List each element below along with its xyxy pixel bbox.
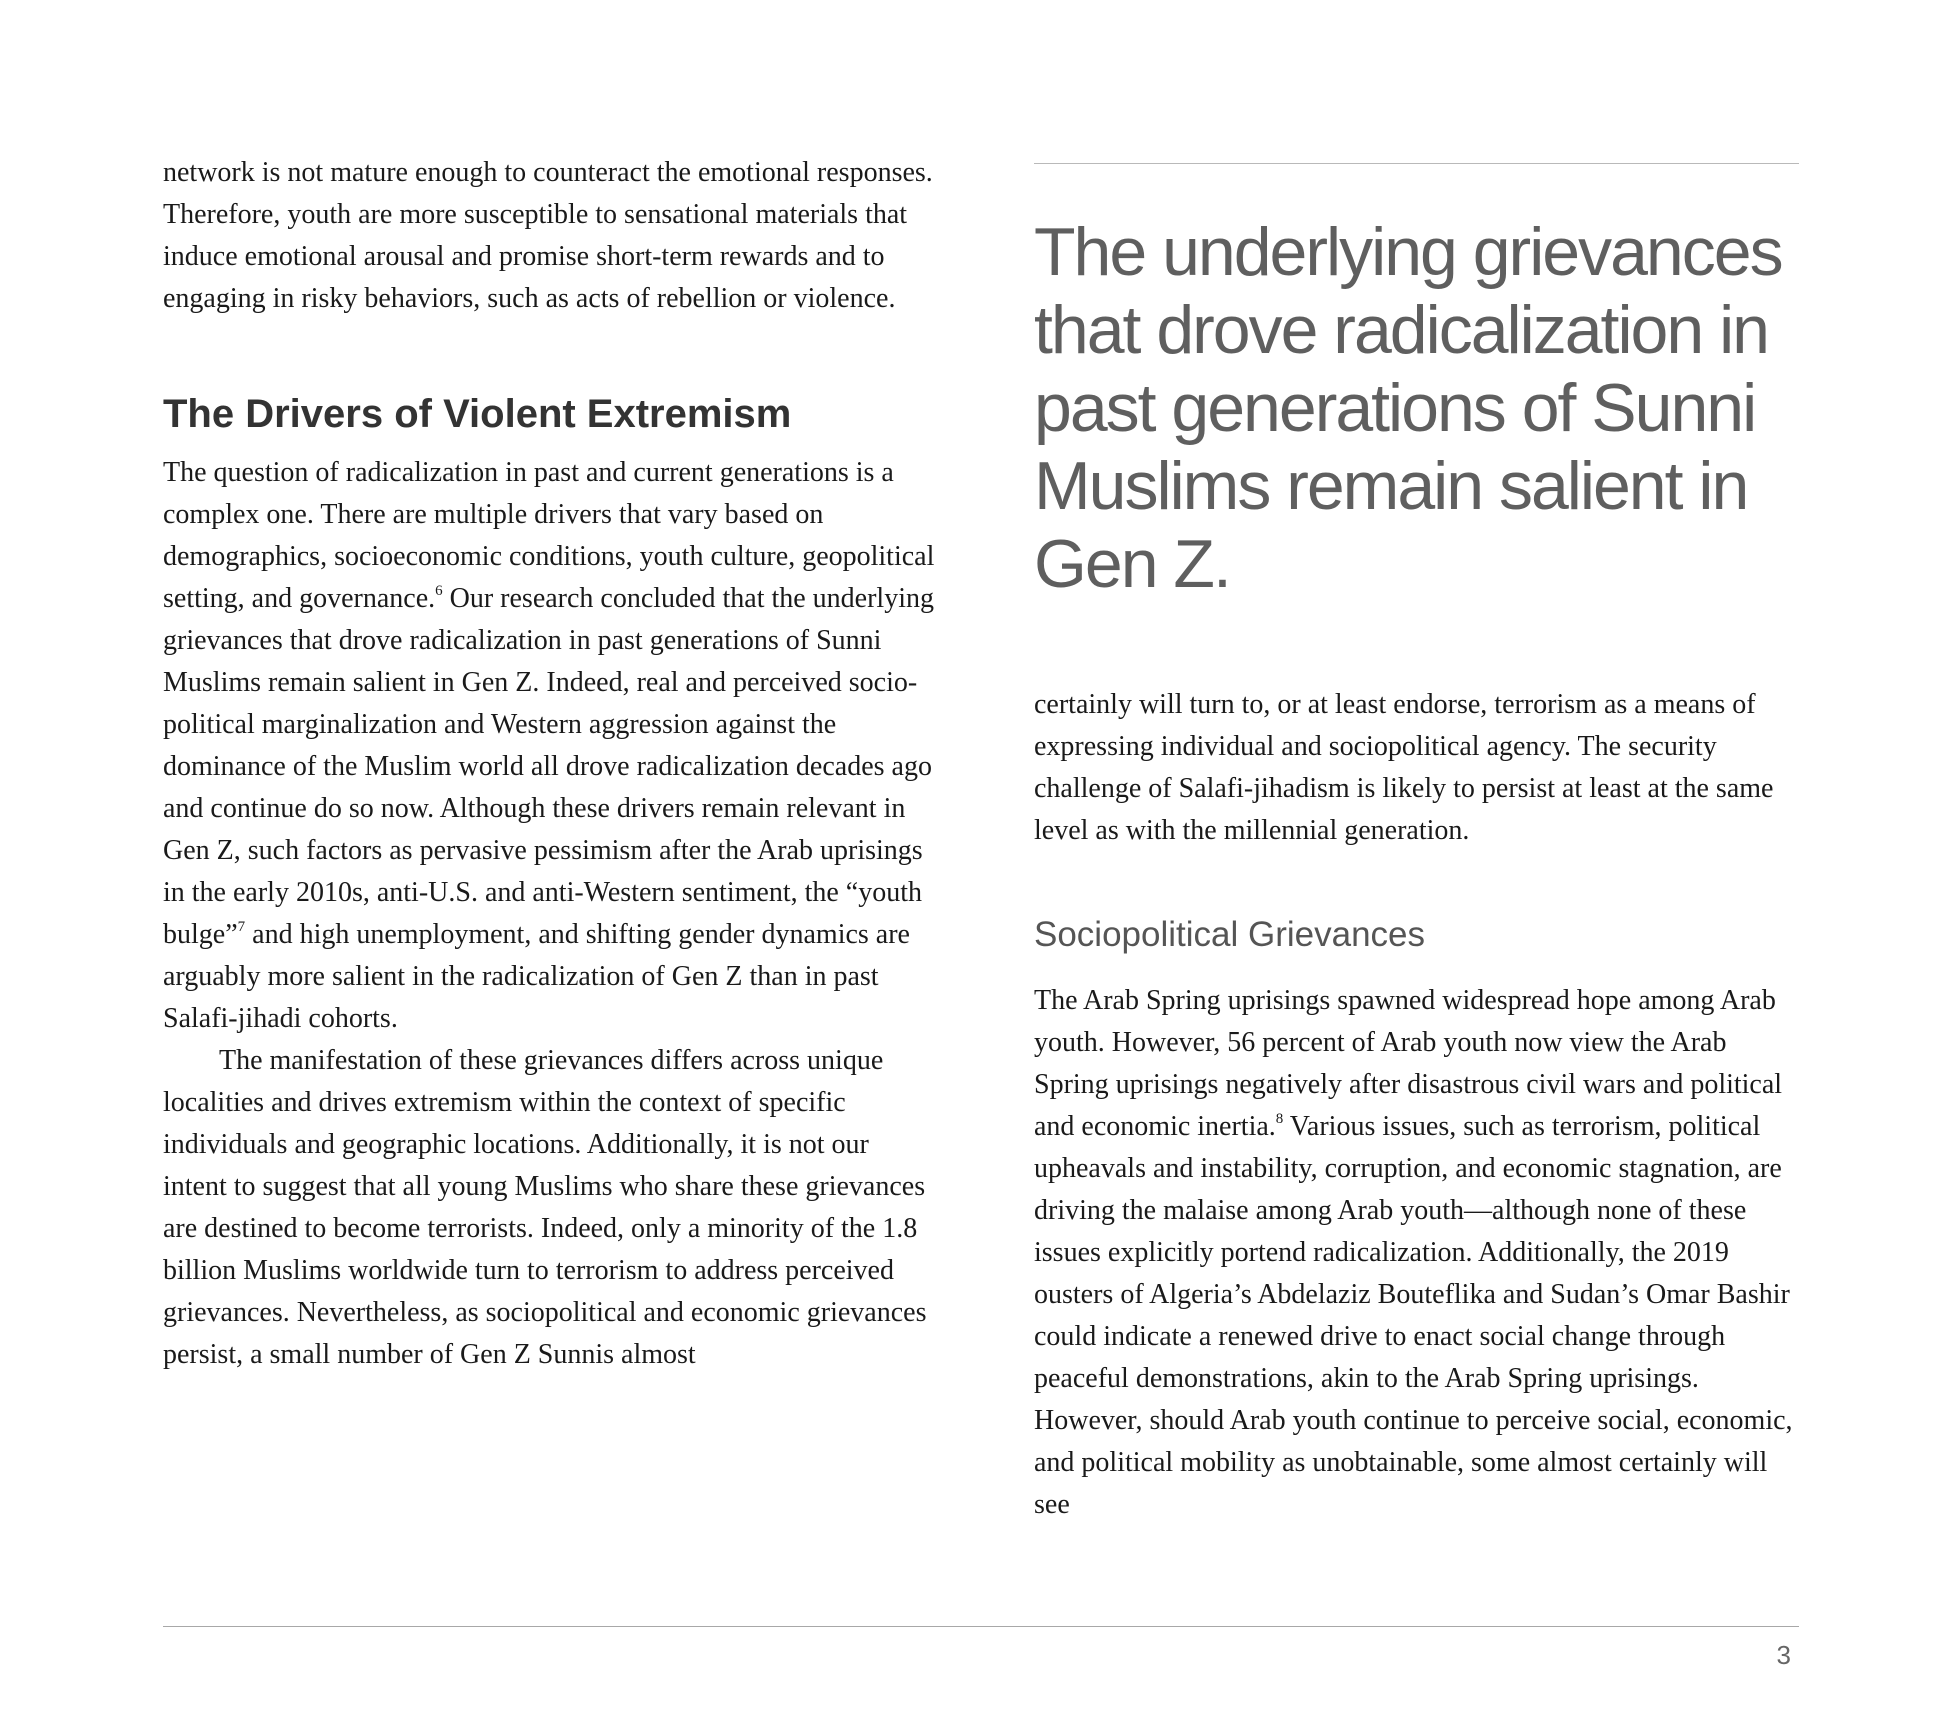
- section-heading: The Drivers of Violent Extremism: [163, 392, 792, 436]
- intro-paragraph: network is not mature enough to counteract the emotional responses. Therefore, youth are more susceptible to sensational materials that induce emotional arousal and promise short-term rewards and to engaging in risky behaviors, such as acts of rebellion or violence.: [163, 157, 933, 314]
- sub-heading: Sociopolitical Grievances: [1034, 915, 1426, 954]
- pull-quote: The underlying grievances that drove radicalization in past generations of Sunni Muslims remain salient in Gen Z.: [1034, 214, 1782, 602]
- footer-divider: [163, 1626, 1799, 1627]
- continuation-paragraph: certainly will turn to, or at least endorse, terrorism as a means of expressing individual and sociopolitical agency. The security challenge of Salafi-jihadism is likely to persist at least at the same level as with the millennial generation.: [1034, 689, 1774, 846]
- page-number: 3: [1776, 1640, 1791, 1670]
- left-column: [163, 152, 938, 1376]
- footnote-marker-8: 8: [1275, 1110, 1284, 1127]
- body-paragraph-1-text-c: and high unemployment, and shifting gender dynamics are arguably more salient in the radicalization of Gen Z than in past Salafi-jihadi cohorts.: [163, 919, 910, 1034]
- sociopolitical-paragraph: [1034, 980, 1799, 1526]
- footnote-marker-6: 6: [435, 582, 443, 599]
- pull-quote-divider: [1034, 163, 1799, 164]
- sociopolitical-paragraph-text-b: Various issues, such as terrorism, political upheavals and instability, corruption, and economic stagnation, are driving the malaise among Arab youth—although none of these issues explicitly portend radicalization. Additionally, the 2019 ousters of Algeria’s Abdelaziz Bouteflika and Sudan’s Omar Bashir could indicate a renewed drive to enact social change through peaceful demonstrations, akin to the Arab Spring uprisings. However, should Arab youth continue to perceive social, economic, and political mobility as unobtainable, some almost certainly will see: [1034, 1111, 1793, 1520]
- sociopolitical-paragraph-text-a: The Arab Spring uprisings spawned widespread hope among Arab youth. However, 56 percent of Arab youth now view the Arab Spring uprisings negatively after disastrous civil wars and political and economic inertia.: [1034, 985, 1783, 1142]
- right-column-body: [1034, 980, 1799, 1526]
- body-paragraph-1-text-a: The question of radicalization in past and current generations is a complex one. There are multiple drivers that vary based on demographics, socioeconomic conditions, youth culture, geopolitical setting, and governance.: [163, 457, 935, 614]
- body-paragraph-1-text-b: Our research concluded that the underlying grievances that drove radicalization in past generations of Sunni Muslims remain salient in Gen Z. Indeed, real and perceived sociopolitical marginalization and Western aggression against the dominance of the Muslim world all drove radicalization decades ago and continue do so now. Although these drivers remain relevant in Gen Z, such factors as pervasive pessimism after the Arab uprisings in the early 2010s, anti-U.S. and anti-Western sentiment, the “youth bulge”: [163, 583, 934, 950]
- body-paragraph-1: [163, 452, 938, 1040]
- footnote-marker-7: 7: [237, 918, 246, 935]
- body-paragraph-2: The manifestation of these grievances differs across unique localities and drives extremism within the context of specific individuals and geographic locations. Additionally, it is not our intent to suggest that all young Muslims who share these grievances are destined to become terrorists. Indeed, only a minority of the 1.8 billion Muslims worldwide turn to terrorism to address perceived grievances. Nevertheless, as sociopolitical and economic grievances persist, a small number of Gen Z Sunnis almost: [163, 1045, 927, 1370]
- right-column-continuation: [1034, 684, 1799, 852]
